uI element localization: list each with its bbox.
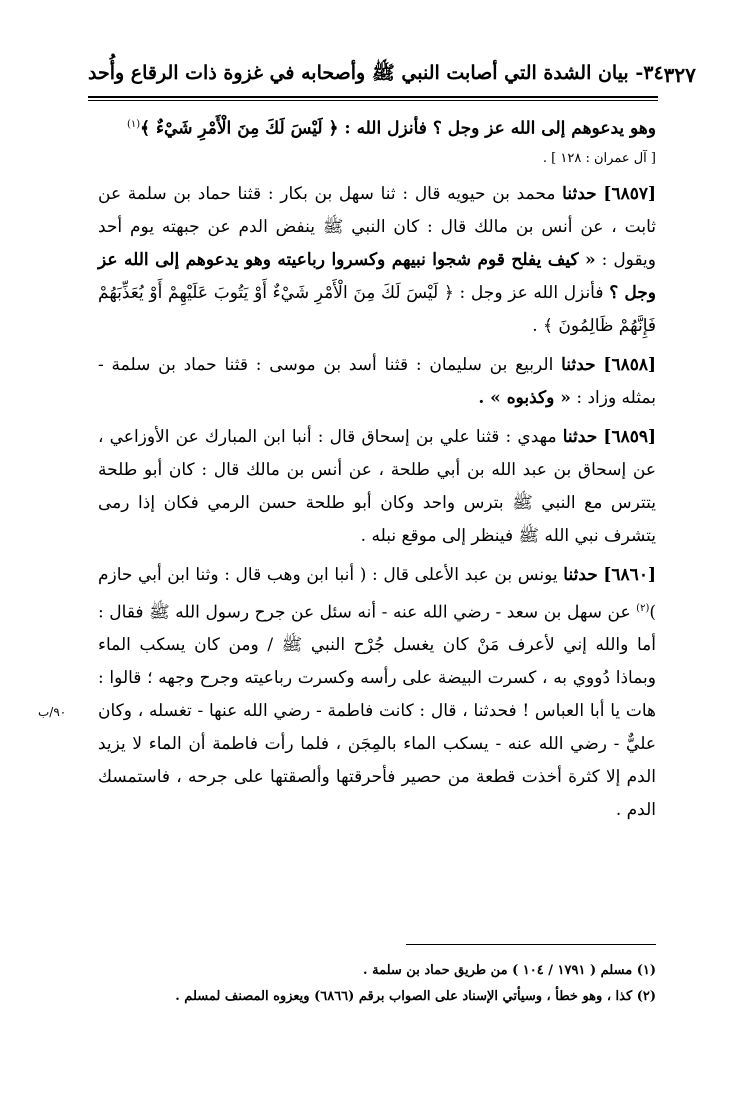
hadith-label: حدثنا [561, 354, 596, 375]
hadith-text: مهدي : قثنا علي بن إسحاق قال : أنبا ابن المبارك عن الأوزاعي ، عن إسحاق بن عبد الله بن أبي طلحة ، عن أنس بن مالك قال : كان أبو طلحة يتترس مع النبي ﷺ بترس واحد وكان أبو طلحة حسن الرمي فكان إذا رمى يتشرف نبي الله ﷺ فينظر إلى موقع نبله . [98, 426, 656, 546]
hadith-number: [٦٨٥٩] [603, 426, 657, 447]
hadith-label: حدثنا [562, 183, 597, 204]
hadith-tail: فأنزل الله عز وجل : ﴿ لَيْسَ لَكَ مِنَ الْأَمْرِ شَيْءٌ أَوْ يَتُوبَ عَلَيْهِمْ أَوْ يُعَذِّبَهُمْ فَإِنَّهُمْ ظَالِمُونَ ﴾ . [98, 282, 656, 336]
continuation-text: وهو يدعوهم إلى الله عز وجل ؟ فأنزل الله : ﴿ لَيْسَ لَكَ مِنَ الْأَمْرِ شَيْءٌ ﴾ [140, 118, 656, 139]
page-number: ٣٢٧ [663, 63, 696, 87]
footnote-rule [406, 944, 656, 945]
hadith-number: [٦٨٥٨] [603, 354, 657, 375]
quran-reference: [ آل عمران : ١٢٨ ] . [542, 150, 656, 166]
hadith-6858 [98, 349, 656, 415]
footnotes [98, 958, 656, 1010]
hadith-isnad: محمد بن حيويه قال : ثنا سهل بن بكار : قثنا حماد بن سلمة عن ثابت ، عن أنس بن مالك قال : كان النبي ﷺ ينفض الدم عن جبهته يوم أحد ويقول : [98, 183, 656, 270]
header-rule [88, 96, 658, 101]
chapter-title: ٣٤- بيان الشدة التي أصابت النبي ﷺ وأصحابه في غزوة ذات الرقاع وأُحد [88, 62, 664, 84]
hadith-6859 [98, 421, 656, 553]
continuation-paragraph [98, 108, 656, 172]
hadith-number: [٦٨٥٧] [603, 183, 657, 204]
hadith-6857 [98, 178, 656, 343]
hadith-6860 [98, 559, 656, 828]
hadith-number: [٦٨٦٠] [603, 564, 656, 585]
hadith-isnad: الربيع بن سليمان : قثنا أسد بن موسى : قثنا حماد بن سلمة - بمثله وزاد : [98, 354, 656, 408]
hadith-text: عن سهل بن سعد - رضي الله عنه - أنه سئل عن جرح رسول الله ﷺ فقال : أما والله إني لأعرف مَنْ كان يغسل جُرْح النبي ﷺ / ومن كان يسكب الماء وبماذا دُووي به ، كسرت البيضة على رأسه وكسرت رباعيته وجرح وجهه ؛ قالوا : هات يا أبا العباس ! فحدثنا ، قال : كانت فاطمة - رضي الله عنها - تغسله ، وكان عليٌّ - رضي الله عنه - يسكب الماء بالمِجَن ، فلما رأت فاطمة أن الماء لا يزيد الدم إلا كثرة أخذت قطعة من حصير فأحرقتها وألصقتها على جرحه ، فاستمسك الدم . [98, 602, 656, 821]
hadith-label: حدثنا [562, 426, 598, 447]
footnote-mark-1: (١) [126, 119, 141, 130]
hadith-isnad: يونس بن عبد الأعلى قال : ( أنبا ابن وهب قال : وثنا ابن أبي حازم ) [98, 564, 656, 623]
footnote-mark-2: (٢) [636, 602, 650, 614]
hadith-label: حدثنا [563, 564, 598, 585]
footnote-1: (١) مسلم ( ١٧٩١ / ١٠٤ ) من طريق حماد بن سلمة . [363, 963, 656, 978]
running-header [88, 58, 696, 92]
hadith-matn: « كيف يفلح قوم شجوا نبيهم وكسروا رباعيته وهو يدعوهم إلى الله عز وجل ؟ [98, 249, 656, 303]
main-text [98, 108, 656, 827]
hadith-matn: « وكذبوه » . [478, 387, 571, 408]
footnote-2: (٢) كذا ، وهو خطأ ، وسيأتي الإسناد على الصواب برقم (٦٨٦٦) ويعزوه المصنف لمسلم . [175, 989, 656, 1004]
manuscript-folio-marker: ٩٠/ب [38, 705, 67, 719]
